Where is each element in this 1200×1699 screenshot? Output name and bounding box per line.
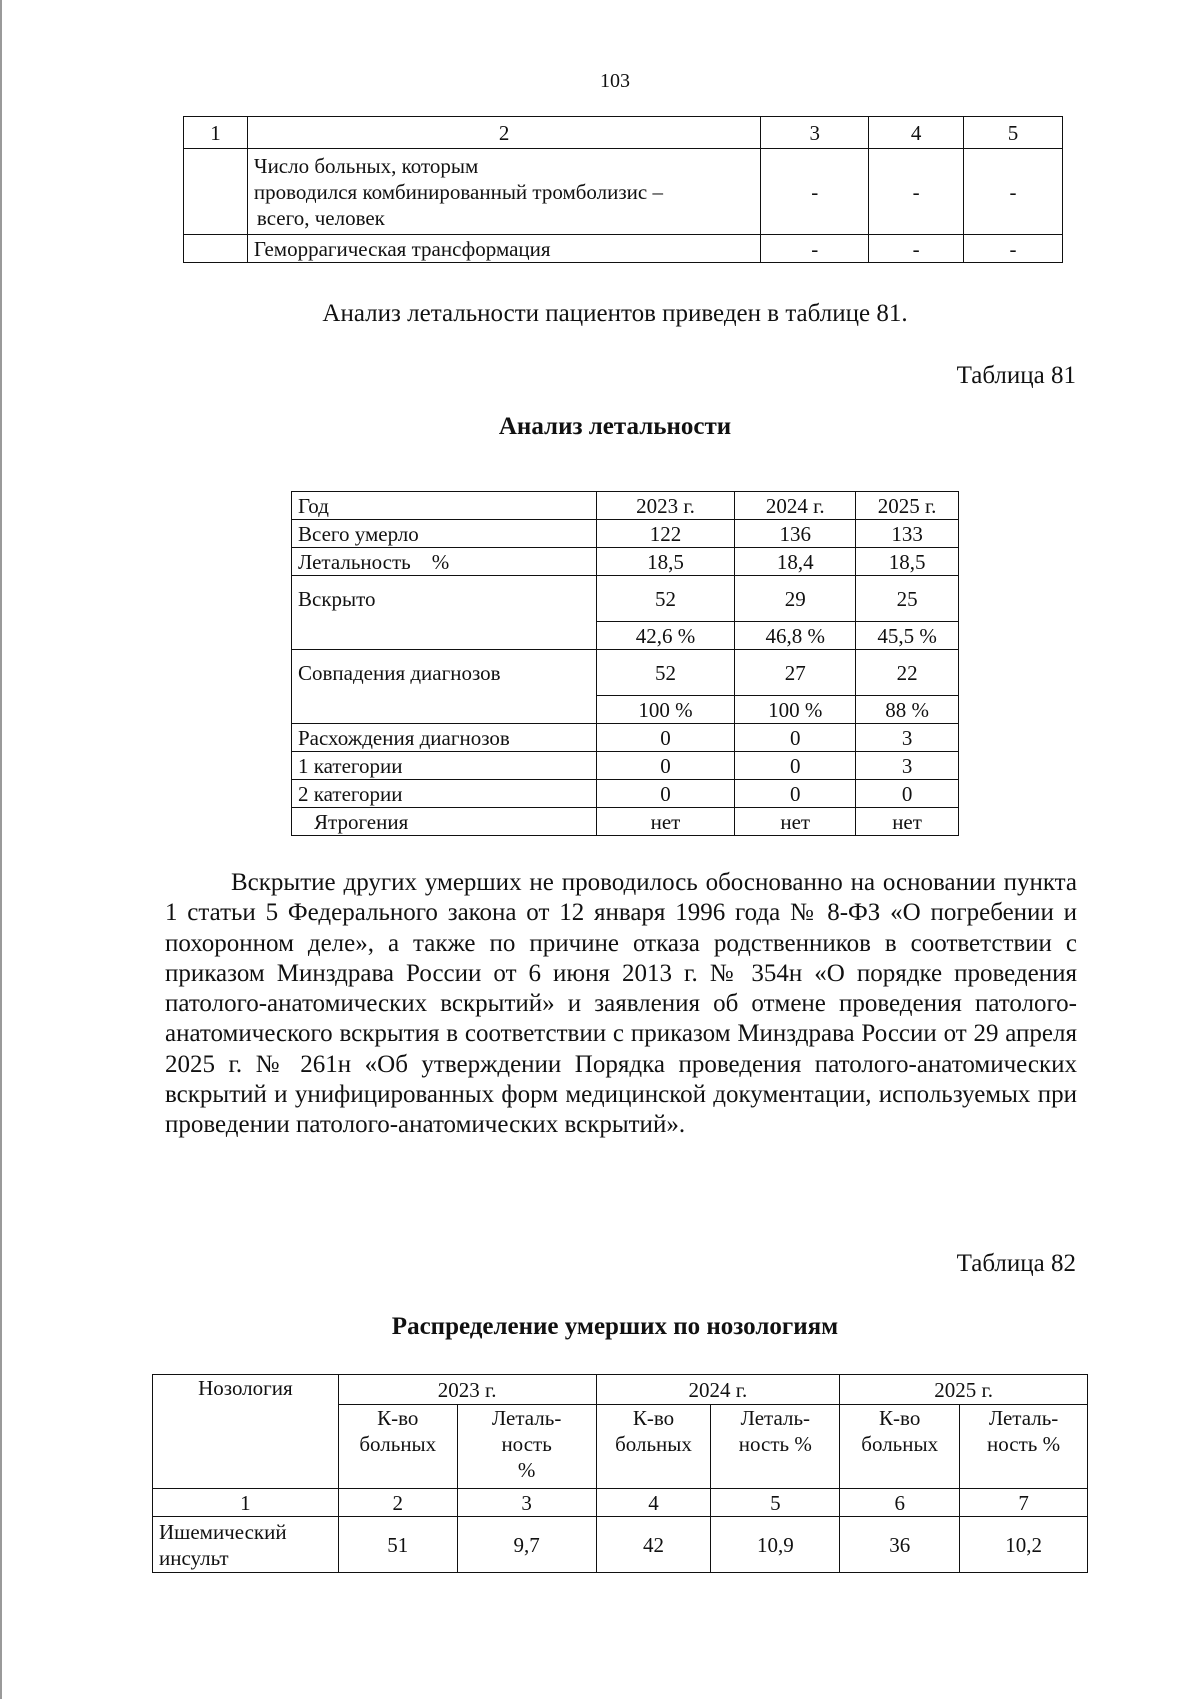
value-cell: 18,5 bbox=[856, 548, 959, 576]
value-cell: 10,9 bbox=[711, 1517, 840, 1573]
table-row bbox=[292, 724, 959, 752]
header-cell: 4 bbox=[869, 117, 964, 149]
value-cell: 3 bbox=[856, 752, 959, 780]
header-cell: 2025 г. bbox=[856, 492, 959, 520]
value-cell: 10,2 bbox=[960, 1517, 1088, 1573]
column-number: 3 bbox=[457, 1489, 596, 1517]
header-cell: 2 bbox=[247, 117, 760, 149]
subheader-line: % bbox=[517, 1458, 536, 1482]
subheader-line: ность % bbox=[987, 1432, 1061, 1456]
row-label: Всего умерло bbox=[292, 520, 597, 548]
table81-title: Анализ летальности bbox=[498, 413, 732, 440]
row-label-line: Число больных, которым bbox=[253, 153, 479, 178]
subheader-line: К-во bbox=[377, 1406, 419, 1430]
percent-cell: 100 % bbox=[735, 696, 856, 724]
header-cell: Год bbox=[292, 492, 597, 520]
value-cell: 0 bbox=[856, 780, 959, 808]
header-cell: 1 bbox=[184, 117, 248, 149]
subheader-line: больных bbox=[861, 1432, 939, 1456]
value-cell: нет bbox=[735, 808, 856, 836]
value-cell: 0 bbox=[735, 752, 856, 780]
row-label: Летальность % bbox=[292, 548, 597, 576]
value-cell: - bbox=[964, 149, 1063, 235]
value-cell: 51 bbox=[338, 1517, 457, 1573]
subheader-line: больных bbox=[615, 1432, 692, 1456]
value-cell: 22 bbox=[856, 650, 959, 696]
table-header-row bbox=[184, 117, 1063, 149]
value-cell: 9,7 bbox=[457, 1517, 596, 1573]
row-label-line: проводился комбинированный тромболизис – bbox=[253, 179, 663, 204]
table-row bbox=[184, 235, 1063, 263]
row-label: Совпадения диагнозов bbox=[292, 650, 597, 724]
table-row bbox=[292, 752, 959, 780]
column-number: 2 bbox=[338, 1489, 457, 1517]
count-subheader bbox=[338, 1405, 457, 1489]
row-label bbox=[247, 149, 760, 235]
value-cell: - bbox=[761, 149, 869, 235]
row-label: 2 категории bbox=[292, 780, 597, 808]
nosology-header: Нозология bbox=[153, 1375, 339, 1489]
value-cell: 18,5 bbox=[596, 548, 735, 576]
table-row bbox=[292, 808, 959, 836]
value-cell: 25 bbox=[856, 576, 959, 622]
subheader-line: К-во bbox=[879, 1406, 921, 1430]
value-cell: - bbox=[869, 235, 964, 263]
row-label: Вскрыто bbox=[292, 576, 597, 650]
value-cell: 52 bbox=[596, 576, 735, 622]
table82-title: Распределение умерших по нозологиям bbox=[391, 1313, 839, 1340]
value-cell: - bbox=[761, 235, 869, 263]
table-row bbox=[184, 149, 1063, 235]
value-cell: 0 bbox=[596, 724, 735, 752]
column-number: 4 bbox=[596, 1489, 711, 1517]
column-number: 6 bbox=[840, 1489, 960, 1517]
header-cell: 2023 г. bbox=[596, 492, 735, 520]
subheader-line: К-во bbox=[632, 1406, 675, 1430]
continuation-table bbox=[183, 116, 1063, 263]
value-cell: нет bbox=[596, 808, 735, 836]
value-cell: нет bbox=[856, 808, 959, 836]
column-number-row bbox=[153, 1489, 1088, 1517]
subheader-line: Леталь- bbox=[988, 1406, 1059, 1430]
row-label-line: Ишемический bbox=[159, 1519, 287, 1544]
table-row bbox=[292, 650, 959, 696]
table-row bbox=[292, 520, 959, 548]
table-header-row bbox=[292, 492, 959, 520]
value-cell: - bbox=[964, 235, 1063, 263]
value-cell: - bbox=[869, 149, 964, 235]
row-label: Ятрогения bbox=[292, 808, 597, 836]
table-row bbox=[292, 780, 959, 808]
column-number: 1 bbox=[153, 1489, 339, 1517]
value-cell: 36 bbox=[840, 1517, 960, 1573]
header-cell: 5 bbox=[964, 117, 1063, 149]
percent-cell: 46,8 % bbox=[735, 622, 856, 650]
value-cell: 27 bbox=[735, 650, 856, 696]
column-number: 5 bbox=[711, 1489, 840, 1517]
lethality-subheader bbox=[960, 1405, 1088, 1489]
value-cell: 0 bbox=[596, 780, 735, 808]
value-cell: 18,4 bbox=[735, 548, 856, 576]
table-row bbox=[292, 576, 959, 622]
value-cell: 136 bbox=[735, 520, 856, 548]
subheader-line: ность bbox=[501, 1432, 552, 1456]
count-subheader bbox=[596, 1405, 711, 1489]
row-label-line: всего, человек bbox=[256, 205, 385, 230]
value-cell: 42 bbox=[596, 1517, 711, 1573]
nosology-table bbox=[152, 1374, 1088, 1573]
empty-cell bbox=[184, 149, 248, 235]
table81-label: Таблица 81 bbox=[956, 362, 1076, 389]
value-cell: 0 bbox=[735, 724, 856, 752]
subheader-line: больных bbox=[359, 1432, 437, 1456]
table-header-row bbox=[153, 1375, 1088, 1405]
percent-cell: 42,6 % bbox=[596, 622, 735, 650]
row-label-line: инсульт bbox=[159, 1545, 229, 1570]
header-cell: 2024 г. bbox=[735, 492, 856, 520]
row-label: Расхождения диагнозов bbox=[292, 724, 597, 752]
subheader-line: Леталь- bbox=[740, 1406, 811, 1430]
value-cell: 122 bbox=[596, 520, 735, 548]
subheader-line: Леталь- bbox=[491, 1406, 562, 1430]
value-cell: 29 bbox=[735, 576, 856, 622]
row-label bbox=[153, 1517, 339, 1573]
scan-edge-line bbox=[0, 0, 2, 1699]
lethality-subheader bbox=[457, 1405, 596, 1489]
percent-cell: 88 % bbox=[856, 696, 959, 724]
table82-label: Таблица 82 bbox=[956, 1250, 1076, 1277]
count-subheader bbox=[840, 1405, 960, 1489]
value-cell: 0 bbox=[735, 780, 856, 808]
row-label: Геморрагическая трансформация bbox=[247, 235, 760, 263]
year-header: 2023 г. bbox=[338, 1375, 596, 1405]
value-cell: 0 bbox=[596, 752, 735, 780]
lethality-table bbox=[291, 491, 959, 836]
value-cell: 3 bbox=[856, 724, 959, 752]
subheader-line: ность % bbox=[738, 1432, 812, 1456]
lethality-subheader bbox=[711, 1405, 840, 1489]
value-cell: 133 bbox=[856, 520, 959, 548]
year-header: 2024 г. bbox=[596, 1375, 840, 1405]
header-cell: 3 bbox=[761, 117, 869, 149]
value-cell: 52 bbox=[596, 650, 735, 696]
column-number: 7 bbox=[960, 1489, 1088, 1517]
percent-cell: 100 % bbox=[596, 696, 735, 724]
table-row bbox=[153, 1517, 1088, 1573]
body-paragraph: Вскрытие других умерших не проводилось обоснованно на основании пункта 1 статьи 5 Федерального закона от 12 января 1996 года № 8-ФЗ «О погребении и похоронном деле», а также по причине отказа родственников в соответствии с приказом Минздрава России от 6 июня 2013 г. № 354н «О порядке проведения патолого-анатомических вскрытий» и заявления об отмене проведения патолого-анатомического вскрытия в соответствии с приказом Минздрава России от 29 апреля 2025 г. № 261н «Об утверждении Порядка проведения патолого-анатомических вскрытий и унифицированных форм медицинской документации, используемых при проведении патолого-анатомических вскрытий». bbox=[165, 869, 1077, 1139]
intro-sentence: Анализ летальности пациентов приведен в таблице 81. bbox=[322, 300, 908, 327]
empty-cell bbox=[184, 235, 248, 263]
row-label: 1 категории bbox=[292, 752, 597, 780]
page-number: 103 bbox=[600, 70, 630, 92]
table-row bbox=[292, 548, 959, 576]
year-header: 2025 г. bbox=[840, 1375, 1088, 1405]
percent-cell: 45,5 % bbox=[856, 622, 959, 650]
